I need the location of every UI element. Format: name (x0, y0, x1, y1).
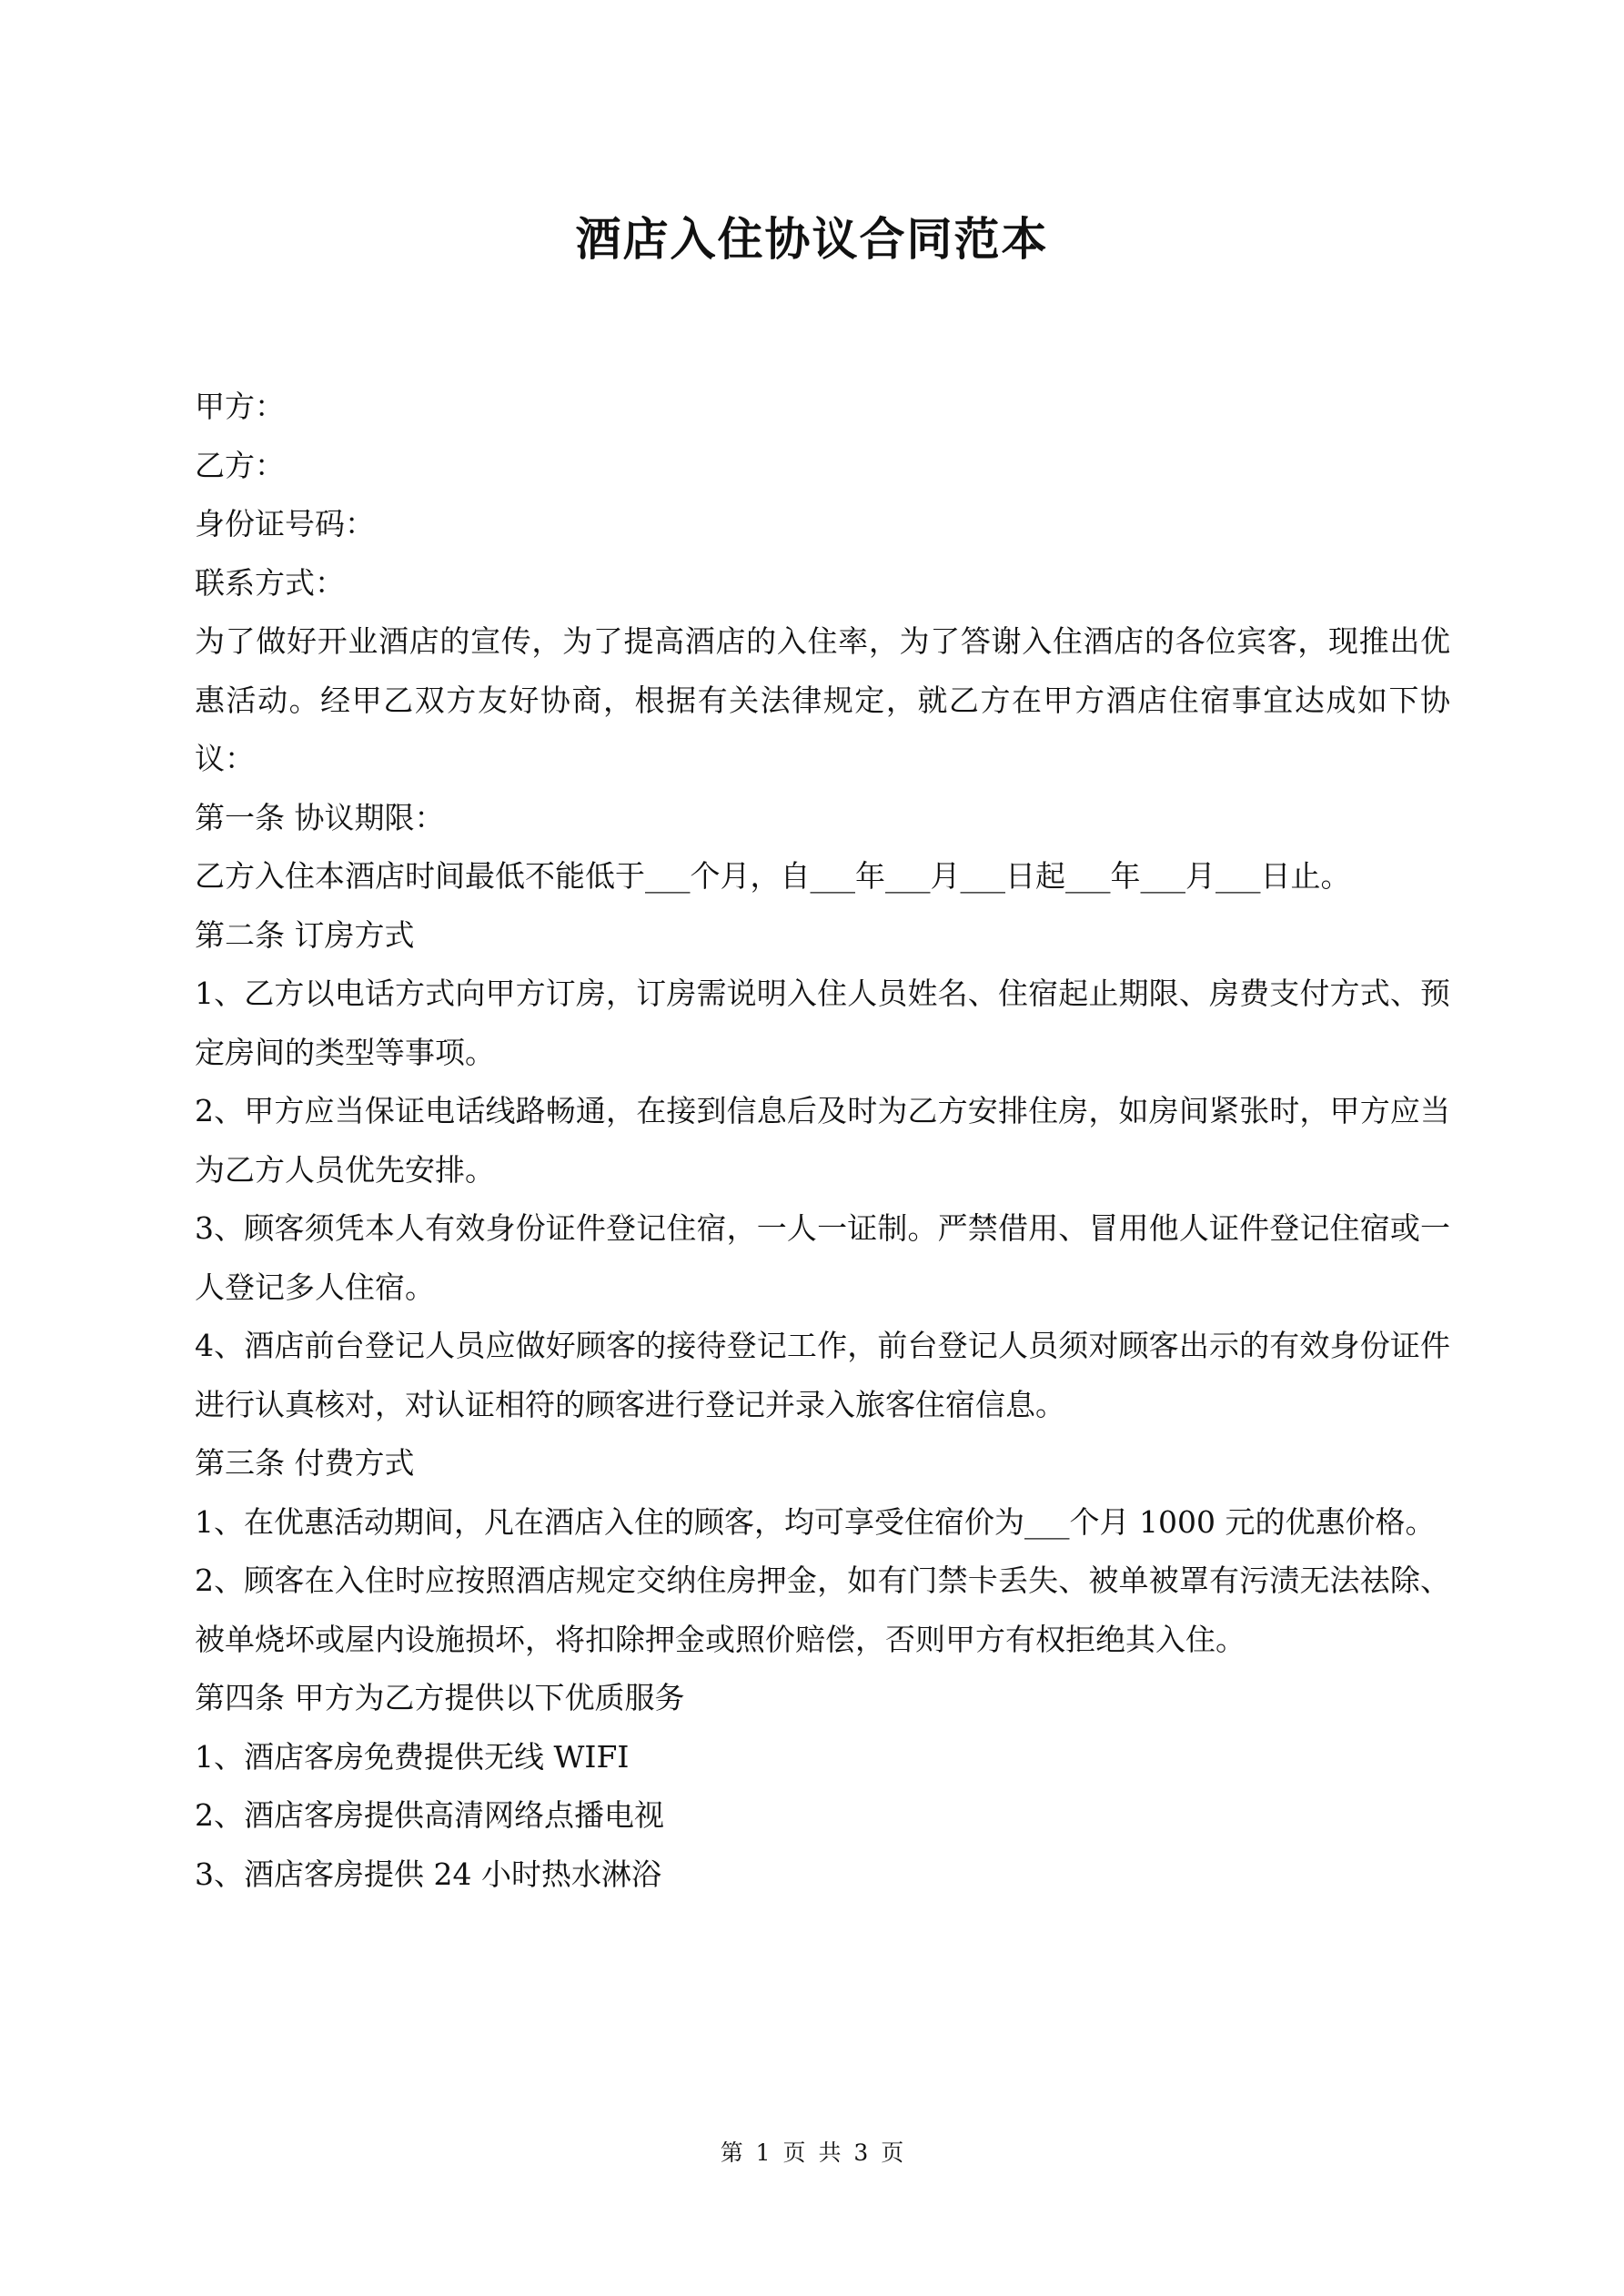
article-2-item-2: 2、甲方应当保证电话线路畅通，在接到信息后及时为乙方安排住房，如房间紧张时，甲方应当为乙方人员优先安排。 (195, 1093, 1450, 1188)
article-2-item-1: 1、乙方以电话方式向甲方订房，订房需说明入住人员姓名、住宿起止期限、房费支付方式、预定房间的类型等事项。 (195, 976, 1450, 1070)
intro-paragraph: 为了做好开业酒店的宣传，为了提高酒店的入住率，为了答谢入住酒店的各位宾客，现推出优惠活动。经甲乙双方友好协商，根据有关法律规定，就乙方在甲方酒店住宿事宜达成如下协议： (195, 623, 1450, 776)
article-3-heading: 第三条 付费方式 (195, 1445, 415, 1481)
article-2-item-3: 3、顾客须凭本人有效身份证件登记住宿，一人一证制。严禁借用、冒用他人证件登记住宿或一人登记多人住宿。 (195, 1210, 1450, 1305)
article-4-item-2: 2、酒店客房提供高清网络点播电视 (195, 1797, 664, 1833)
document-body (195, 378, 1450, 1904)
document-title: 酒店入住协议合同范本 (575, 213, 1049, 266)
article-1-term: 乙方入住本酒店时间最低不能低于___个月，自___年___月___日起___年___月___日止。 (195, 858, 1351, 894)
article-2-item-4: 4、酒店前台登记人员应做好顾客的接待登记工作，前台登记人员须对顾客出示的有效身份证件进行认真核对，对认证相符的顾客进行登记并录入旅客住宿信息。 (195, 1328, 1450, 1422)
article-4-item-3: 3、酒店客房提供 24 小时热水淋浴 (195, 1856, 661, 1892)
article-1-heading: 第一条 协议期限： (195, 799, 445, 835)
contact-line: 联系方式： (195, 564, 345, 601)
article-4-item-1: 1、酒店客房免费提供无线 WIFI (195, 1738, 630, 1775)
party-a-line: 甲方： (195, 389, 285, 424)
article-3-item-1: 1、在优惠活动期间，凡在酒店入住的顾客，均可享受住宿价为___个月 1000 元的优惠价格。 (195, 1503, 1436, 1540)
page-footer: 第 1 页 共 3 页 (720, 2139, 904, 2166)
article-4-heading: 第四条 甲方为乙方提供以下优质服务 (195, 1680, 685, 1715)
article-3-item-2: 2、顾客在入住时应按照酒店规定交纳住房押金，如有门禁卡丢失、被单被罩有污渍无法祛除、被单烧坏或屋内设施损坏，将扣除押金或照价赔偿，否则甲方有权拒绝其入住。 (195, 1563, 1450, 1657)
id-number-line: 身份证号码： (195, 506, 375, 541)
party-b-line: 乙方： (195, 447, 285, 483)
article-2-heading: 第二条 订房方式 (195, 916, 415, 953)
